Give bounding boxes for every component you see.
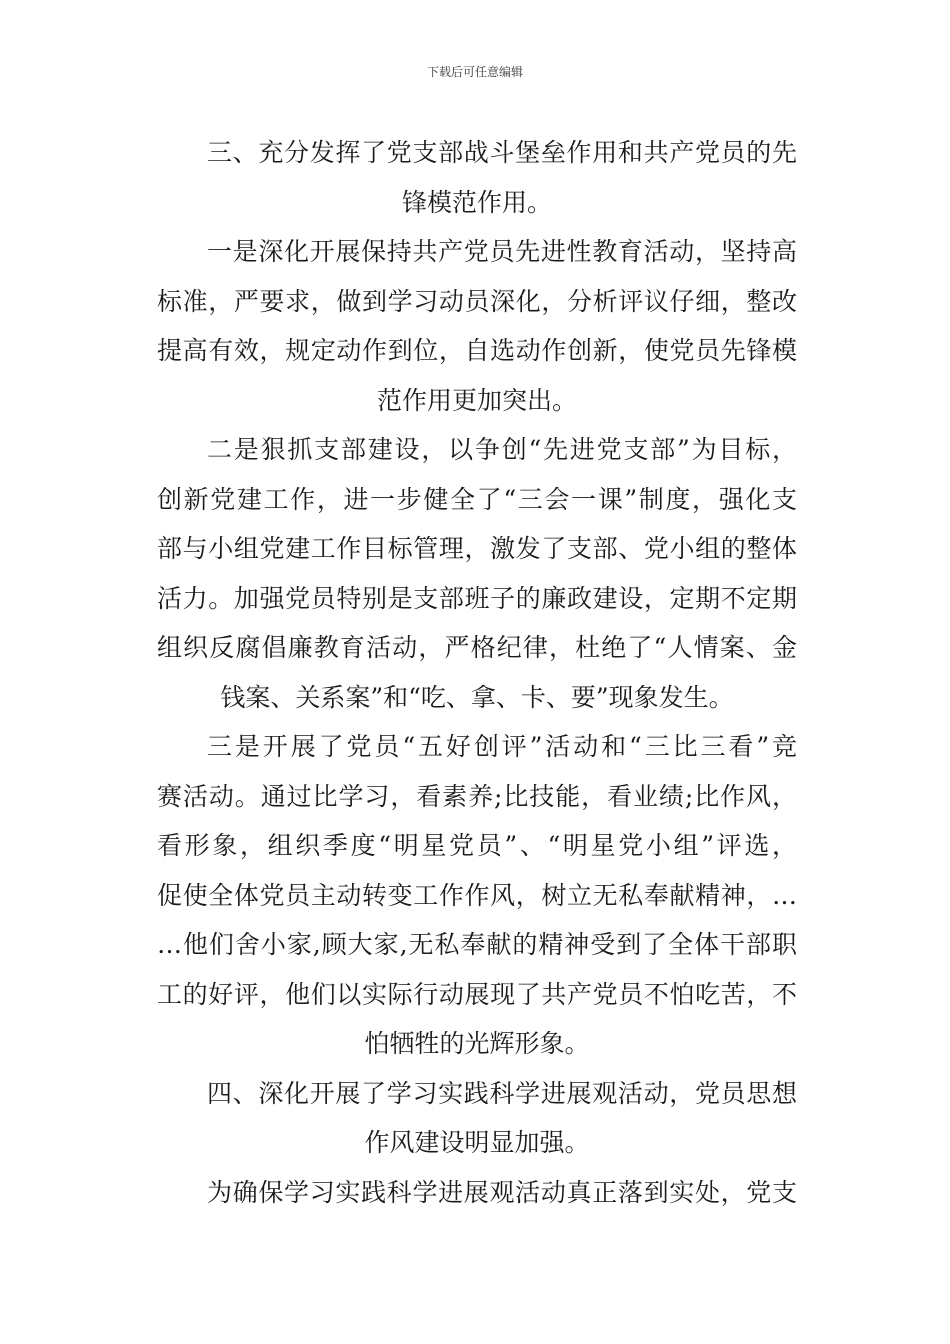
text-line: 活力。加强党员特别是支部班子的廉政建设，定期不定期	[157, 583, 797, 613]
text-line: 范作用更加突出。	[376, 385, 577, 415]
text-line: 一是深化开展保持共产党员先进性教育活动，坚持高	[207, 237, 797, 266]
paragraph-item-1	[157, 227, 797, 425]
text-line: 促使全体党员主动转变工作作风，树立无私奉献精神，…	[157, 880, 797, 910]
text-line: 标准，严要求，做到学习动员深化，分析评议仔细，整改	[157, 286, 797, 316]
document-body	[157, 128, 797, 1217]
text-line: 钱案、关系案”和“吃、拿、卡、要”现象发生。	[220, 682, 734, 712]
paragraph-section-4-heading	[157, 1069, 797, 1168]
paragraph-item-4-intro	[157, 1168, 797, 1218]
text-line: 怕牺牲的光辉形象。	[364, 1029, 590, 1058]
text-line: 赛活动。通过比学习，看素养;比技能，看业绩;比作风，	[157, 781, 797, 811]
paragraph-item-3	[157, 722, 797, 1069]
text-line: 创新党建工作，进一步健全了“三会一课”制度，强化支	[157, 484, 797, 514]
text-line: 二是狠抓支部建设，以争创“先进党支部”为目标，	[207, 435, 797, 464]
paragraph-item-2	[157, 425, 797, 722]
text-line: 锋模范作用。	[401, 187, 552, 217]
text-line: 提高有效，规定动作到位，自选动作创新，使党员先锋模	[157, 336, 797, 365]
text-line: 工的好评，他们以实际行动展现了共产党员不怕吃苦，不	[157, 979, 797, 1009]
text-line: 部与小组党建工作目标管理，激发了支部、党小组的整体	[157, 534, 797, 563]
text-line: 作风建设明显加强。	[364, 1128, 590, 1157]
text-line: 为确保学习实践科学进展观活动真正落到实处，党支	[207, 1177, 797, 1207]
paragraph-section-3-heading	[157, 128, 797, 227]
text-line: 三是开展了党员“五好创评”活动和“三比三看”竞	[207, 732, 797, 761]
text-line: 看形象，组织季度“明星党员”、“明星党小组”评选，	[157, 831, 797, 860]
text-line: …他们舍小家,顾大家,无私奉献的精神受到了全体干部职	[157, 930, 797, 959]
page-header: 下载后可任意编辑	[426, 65, 523, 79]
text-line: 三、充分发挥了党支部战斗堡垒作用和共产党员的先	[207, 138, 797, 167]
text-line: 四、深化开展了学习实践科学进展观活动，党员思想	[207, 1078, 797, 1108]
text-line: 组织反腐倡廉教育活动，严格纪律，杜绝了“人情案、金	[157, 633, 797, 662]
